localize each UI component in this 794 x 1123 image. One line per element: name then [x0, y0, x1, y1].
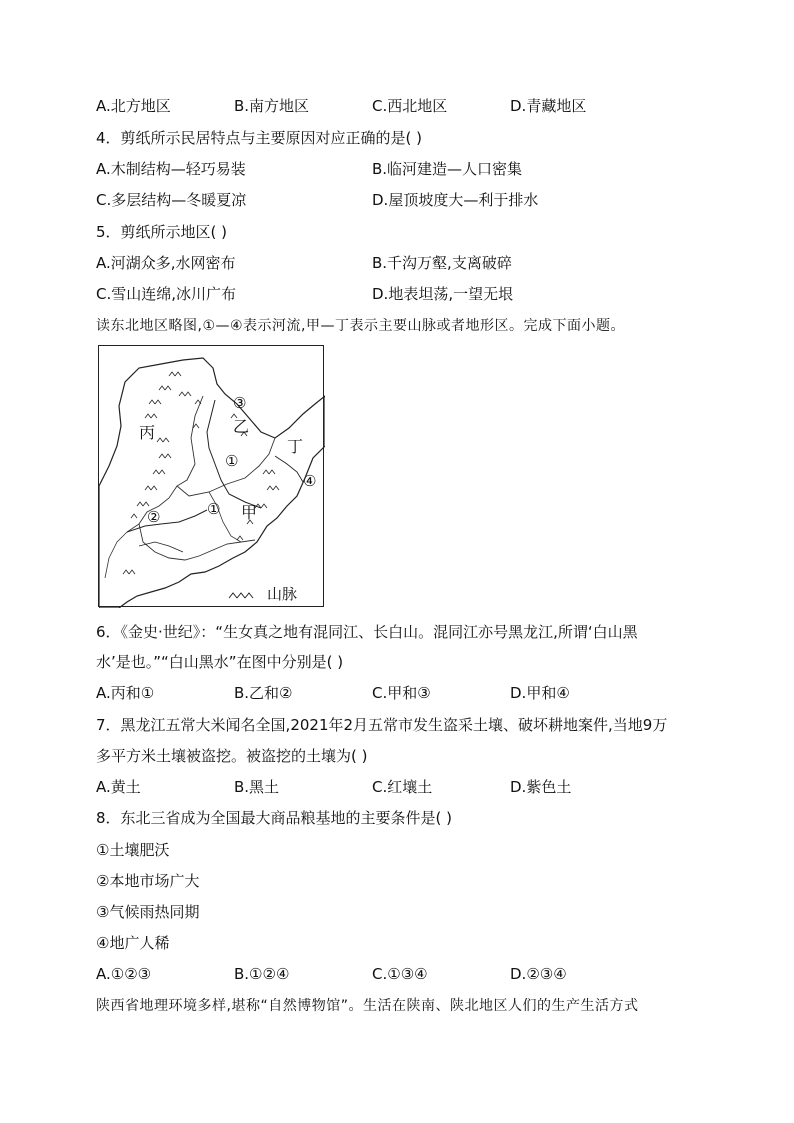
q8-option-a: A.①②③ [96, 965, 152, 983]
map-label-river-3: ③ [233, 394, 247, 412]
map-province-boundary-north [177, 396, 275, 496]
map-label-river-1-north: ① [225, 452, 239, 470]
q8-stem: 8．东北三省成为全国最大商品粮基地的主要条件是( ) [96, 809, 453, 827]
q8-option-d: D.②③④ [510, 965, 567, 983]
q8-option-b: B.①②④ [234, 965, 290, 983]
q4-option-c: C.多层结构—冬暖夏凉 [96, 191, 247, 209]
q6-option-c: C.甲和③ [372, 684, 431, 702]
q7-stem-line2: 多平方米土壤被盗挖。被盗挖的土壤为( ) [96, 747, 368, 765]
q3-option-a: A.北方地区 [96, 97, 171, 115]
map-legend-label: 山脉 [267, 585, 298, 603]
q4-option-b: B.临河建造—人口密集 [372, 160, 523, 178]
legend-mountain-symbol [229, 593, 253, 598]
map-drawing [99, 346, 325, 608]
q3-option-d: D.青藏地区 [510, 97, 587, 115]
q5-stem: 5．剪纸所示地区( ) [96, 223, 228, 241]
map-label-river-1-south: ① [207, 500, 221, 518]
q4-stem: 4．剪纸所示民居特点与主要原因对应正确的是( ) [96, 129, 423, 147]
q7-option-c: C.红壤土 [372, 778, 433, 796]
q5-option-c: C.雪山连绵,冰川广布 [96, 285, 237, 303]
northeast-china-map [98, 345, 324, 607]
q6-stem-line2: 水’是也。”“白山黑水”在图中分别是( ) [96, 653, 344, 671]
q6-option-a: A.丙和① [96, 684, 155, 702]
map-river-south [139, 542, 183, 552]
q5-option-b: B.千沟万壑,支离破碎 [372, 254, 512, 272]
q7-option-b: B.黑土 [234, 778, 280, 796]
map-river-2 [127, 510, 207, 532]
q8-item-4: ④地广人稀 [96, 934, 170, 952]
map-label-river-2: ② [147, 508, 161, 526]
q3-option-c: C.西北地区 [372, 97, 448, 115]
map-river-4 [275, 456, 303, 482]
q8-option-c: C.①③④ [372, 965, 428, 983]
shaanxi-intro-text: 陕西省地理环境多样,堪称“自然博物馆”。生活在陕南、陕北地区人们的生产生活方式 [96, 998, 639, 1014]
q8-item-2: ②本地市场广大 [96, 872, 200, 890]
q4-option-a: A.木制结构—轻巧易装 [96, 160, 246, 178]
map-label-jia: 甲 [241, 503, 258, 522]
q8-item-1: ①土壤肥沃 [96, 841, 170, 859]
q3-option-b: B.南方地区 [234, 97, 310, 115]
q4-option-d: D.屋顶坡度大—利于排水 [372, 191, 539, 209]
map-label-yi: 乙 [233, 417, 250, 436]
map-label-ding: 丁 [287, 437, 304, 456]
map-province-boundary-west [105, 524, 139, 578]
q6-option-b: B.乙和② [234, 684, 293, 702]
q7-stem-line1: 7．黑龙江五常大米闻名全国,2021年2月五常市发生盗采土壤、破坏耕地案件,当地9万 [96, 716, 668, 734]
q6-stem-line1: 6．《金史·世纪》：“生女真之地有混同江、长白山。混同江亦号黑龙江,所谓‘白山黑 [96, 623, 638, 641]
q8-item-3: ③气候雨热同期 [96, 903, 200, 921]
q5-option-a: A.河湖众多,水网密布 [96, 254, 236, 272]
map-outer-boundary [99, 358, 325, 608]
q5-option-d: D.地表坦荡,一望无垠 [372, 285, 514, 303]
q7-option-d: D.紫色土 [510, 778, 572, 796]
map-label-river-4: ④ [303, 472, 317, 490]
q7-option-a: A.黄土 [96, 778, 141, 796]
q6-option-d: D.甲和④ [510, 684, 570, 702]
map-intro-text: 读东北地区略图,①—④表示河流,甲—丁表示主要山脉或者地形区。完成下面小题。 [96, 318, 625, 334]
map-label-bing: 丙 [139, 423, 156, 442]
